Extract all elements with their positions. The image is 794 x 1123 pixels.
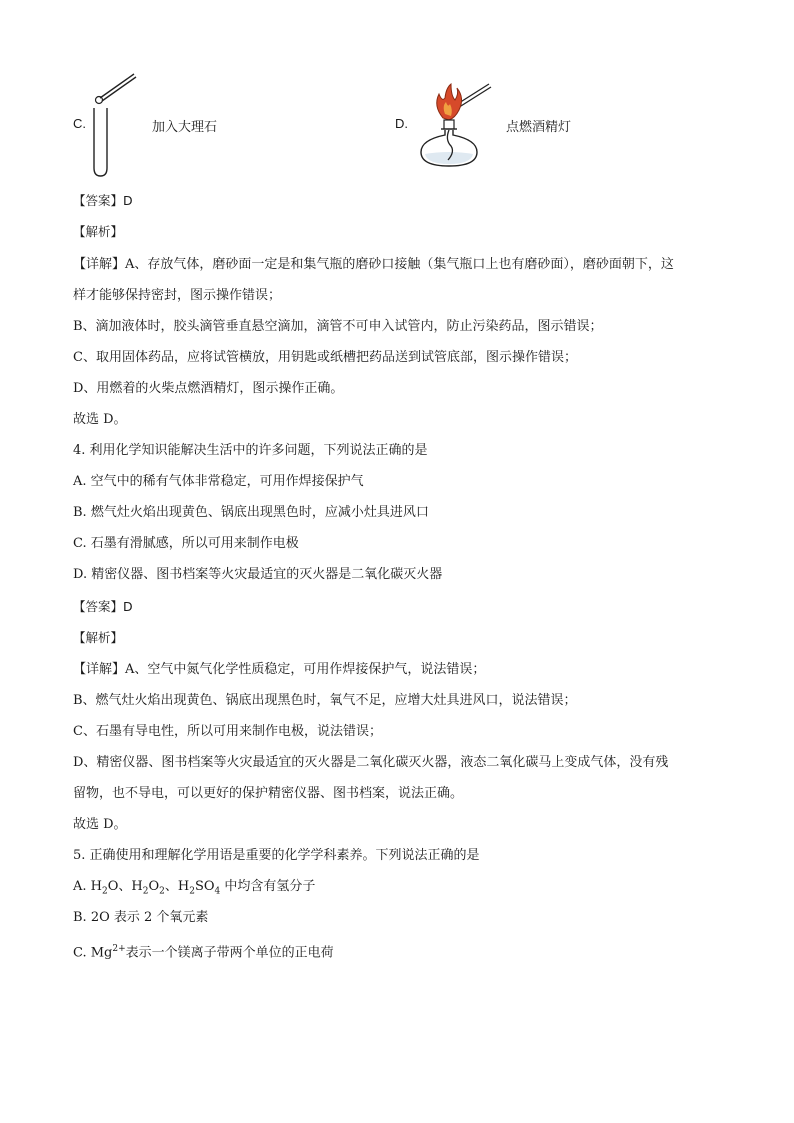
q5-option-c [73,941,334,961]
option-c-label: C. [73,116,86,131]
q5-option-b: B. 2O 表示 2 个氧元素 [73,910,209,925]
q5-a-sub-3: 2 [159,886,165,897]
q5-a-text-6: 中均含有氢分子 [220,879,316,894]
q5-a-text-3: O [148,879,160,894]
q5-a-sub-2: 2 [142,886,149,897]
q3-answer: 【答案】D [73,193,133,208]
test-tube-icon [88,70,140,178]
q4-choose: 故选 D。 [73,817,127,832]
q5-option-a [73,879,315,900]
option-c-text: 加入大理石 [152,120,218,135]
q3-choose: 故选 D。 [73,412,127,427]
q4-option-a: A. 空气中的稀有气体非常稳定，可用作焊接保护气 [73,474,364,489]
q5-a-text-1: A. H [73,879,102,894]
q3-detail-b: B、滴加液体时，胶头滴管垂直悬空滴加，滴管不可申入试管内，防止污染药品，图示错误； [73,319,603,334]
q5-a-sub-1: 2 [102,886,108,897]
q4-stem: 4. 利用化学知识能解决生活中的许多问题，下列说法正确的是 [73,443,428,458]
q4-detail-d-line1: D、精密仪器、图书档案等火灾最适宜的灭火器是二氧化碳灭火器，液态二氧化碳马上变成气体，没有残 [73,755,669,770]
q5-a-sub-4: 2 [189,886,195,897]
q4-detail-d-line2: 留物，也不导电，可以更好的保护精密仪器、图书档案，说法正确。 [73,786,464,801]
q5-c-text-1: C. Mg [73,945,113,961]
q4-answer: 【答案】D [73,599,133,614]
q4-option-c: C. 石墨有滑腻感，所以可用来制作电极 [73,536,299,551]
q5-a-text-2: O、H [107,879,143,894]
q5-c-sup: 2+ [112,944,126,954]
q4-detail-c: C、石墨有导电性，所以可用来制作电极，说法错误； [73,724,382,739]
option-d-label: D. [395,116,408,131]
q4-option-d: D. 精密仪器、图书档案等火灾最适宜的灭火器是二氧化碳灭火器 [73,567,443,582]
q4-detail-b: B、燃气灶火焰出现黄色、锅底出现黑色时，氧气不足，应增大灶具进风口，说法错误； [73,693,577,708]
q3-detail-line2: 样才能够保持密封，图示操作错误； [73,288,282,303]
q5-a-text-5: SO [194,879,215,894]
q5-a-sub-5: 4 [214,886,221,897]
q4-detail-a: 【详解】A、空气中氮气化学性质稳定，可用作焊接保护气，说法错误； [73,662,486,677]
q4-option-b: B. 燃气灶火焰出现黄色、锅底出现黑色时，应减小灶具进风口 [73,505,429,520]
q3-analysis: 【解析】 [73,224,124,239]
q5-c-text-2: 表示一个镁离子带两个单位的正电荷 [125,945,334,961]
q3-detail-d: D、用燃着的火柴点燃酒精灯，图示操作正确。 [73,381,344,396]
alcohol-lamp-icon [415,80,495,170]
option-d-text: 点燃酒精灯 [506,120,572,135]
q3-detail-line1: 【详解】A、存放气体，磨砂面一定是和集气瓶的磨砂口接触（集气瓶口上也有磨砂面），磨砂面朝下，这 [73,257,674,272]
q5-a-text-4: 、H [164,879,190,894]
q5-stem: 5. 正确使用和理解化学用语是重要的化学学科素养。下列说法正确的是 [73,848,480,863]
q4-analysis: 【解析】 [73,630,124,645]
q3-detail-c: C、取用固体药品，应将试管横放，用钥匙或纸槽把药品送到试管底部，图示操作错误； [73,350,577,365]
